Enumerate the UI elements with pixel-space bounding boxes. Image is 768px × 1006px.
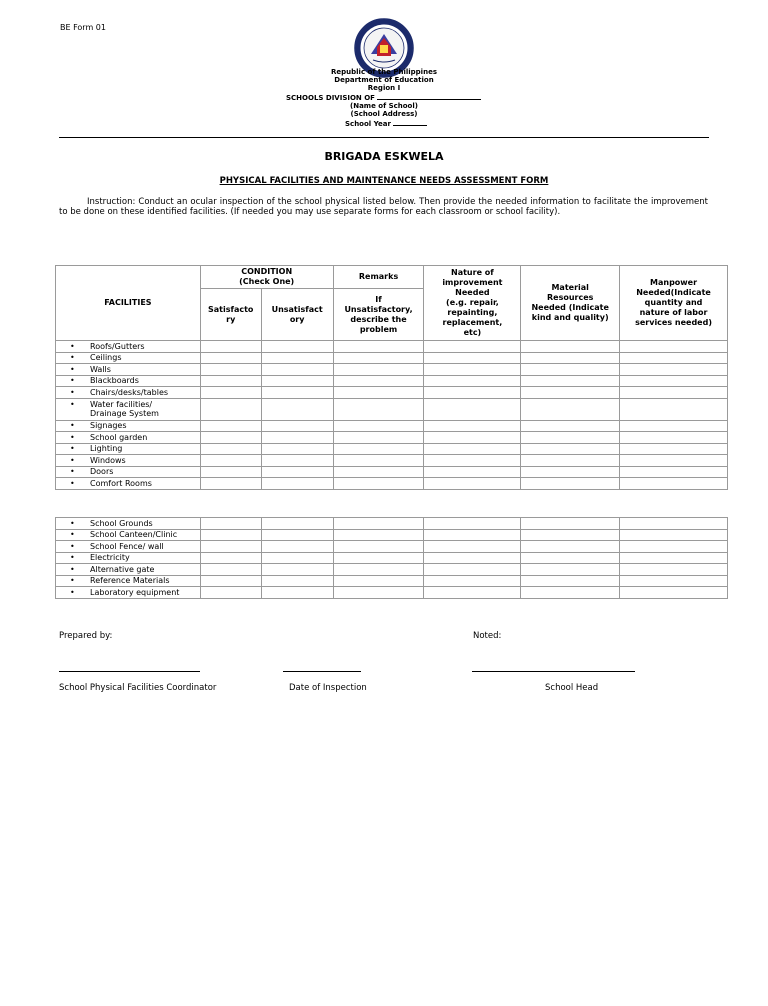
- bullet-icon: •: [70, 478, 75, 488]
- unsatisfactory-cell[interactable]: [261, 529, 333, 541]
- material-cell[interactable]: [521, 575, 620, 587]
- remarks-cell[interactable]: [333, 352, 424, 364]
- nature-cell[interactable]: [424, 552, 521, 564]
- header-manpower-line: nature of labor: [639, 308, 708, 317]
- header-material-line: Resources: [546, 293, 594, 302]
- material-cell[interactable]: [521, 432, 620, 444]
- unsatisfactory-cell[interactable]: [261, 375, 333, 387]
- header-nature: [424, 266, 521, 341]
- header-condition-title: CONDITION: [241, 267, 293, 276]
- header-manpower-line: Needed(Indicate: [636, 288, 711, 297]
- satisfactory-cell[interactable]: [200, 455, 261, 467]
- facility-name: [90, 588, 179, 597]
- head-label: School Head: [545, 683, 599, 693]
- facility-name: [90, 433, 147, 442]
- satisfactory-cell[interactable]: [200, 575, 261, 587]
- bullet-icon: •: [70, 376, 75, 386]
- remarks-cell[interactable]: [333, 518, 424, 530]
- facility-row: [56, 375, 728, 387]
- facility-cell: [56, 443, 201, 455]
- school-year-label: School Year: [345, 120, 391, 128]
- header-region: Region I: [367, 84, 401, 92]
- material-cell[interactable]: [521, 375, 620, 387]
- facility-name: [90, 542, 164, 551]
- material-cell[interactable]: [521, 420, 620, 432]
- facility-row: [56, 455, 728, 467]
- facility-row: [56, 443, 728, 455]
- unsatisfactory-cell[interactable]: [261, 564, 333, 576]
- facility-name-line: Laboratory equipment: [90, 587, 180, 597]
- unsatisfactory-cell[interactable]: [261, 455, 333, 467]
- satisfactory-cell[interactable]: [200, 541, 261, 553]
- header-unsatisfactory: [261, 289, 333, 341]
- unsatisfactory-cell[interactable]: [261, 398, 333, 420]
- facility-name-line: School Fence/ wall: [90, 541, 164, 551]
- nature-cell[interactable]: [424, 420, 521, 432]
- remarks-cell[interactable]: [333, 341, 424, 353]
- bullet-icon: •: [70, 541, 75, 551]
- header-unsatisfactory-line: Unsatisfact: [271, 304, 323, 314]
- facility-row: [56, 420, 728, 432]
- facility-name-line: Blackboards: [90, 376, 139, 386]
- header-manpower-line: Manpower: [650, 278, 698, 287]
- unsatisfactory-cell[interactable]: [261, 541, 333, 553]
- remarks-cell[interactable]: [333, 398, 424, 420]
- facility-name-line: Roofs/Gutters: [90, 341, 145, 351]
- header-nature-line: Needed: [455, 288, 490, 297]
- satisfactory-cell[interactable]: [200, 398, 261, 420]
- facility-row: [56, 398, 728, 420]
- bullet-icon: •: [70, 564, 75, 574]
- material-cell[interactable]: [521, 455, 620, 467]
- manpower-cell[interactable]: [620, 398, 728, 420]
- material-cell[interactable]: [521, 341, 620, 353]
- form-number: BE Form 01: [60, 23, 106, 32]
- header-satisfactory: [200, 289, 261, 341]
- unsatisfactory-cell[interactable]: [261, 575, 333, 587]
- facility-row: [56, 575, 728, 587]
- facility-name-line: Alternative gate: [90, 564, 155, 574]
- manpower-cell[interactable]: [620, 575, 728, 587]
- nature-cell[interactable]: [424, 455, 521, 467]
- facility-name-line: Doors: [90, 467, 114, 477]
- header-material-line: kind and quality): [531, 313, 609, 322]
- facility-name: [90, 565, 154, 574]
- coordinator-label: School Physical Facilities Coordinator: [59, 683, 217, 693]
- facility-cell: [56, 552, 201, 564]
- unsatisfactory-cell[interactable]: [261, 552, 333, 564]
- manpower-cell[interactable]: [620, 466, 728, 478]
- remarks-cell[interactable]: [333, 432, 424, 444]
- satisfactory-cell[interactable]: [200, 364, 261, 376]
- head-signature-line: [472, 671, 635, 672]
- facility-name: [90, 530, 177, 539]
- facility-row: [56, 587, 728, 599]
- facility-cell: [56, 455, 201, 467]
- facility-cell: [56, 564, 201, 576]
- date-label: Date of Inspection: [289, 683, 367, 693]
- nature-cell[interactable]: [424, 587, 521, 599]
- facility-name-line: School garden: [90, 432, 148, 442]
- manpower-cell[interactable]: [620, 455, 728, 467]
- prepared-by-label: Prepared by:: [59, 631, 113, 641]
- manpower-cell[interactable]: [620, 352, 728, 364]
- school-year-field: [345, 119, 427, 128]
- header-satisfactory-line: Satisfacto: [208, 304, 254, 314]
- date-signature-line: [283, 671, 361, 672]
- facility-row: [56, 364, 728, 376]
- bullet-icon: •: [70, 387, 75, 397]
- header-unsatisfactory-line: ory: [289, 314, 305, 324]
- material-cell[interactable]: [521, 541, 620, 553]
- satisfactory-cell[interactable]: [200, 587, 261, 599]
- facility-name: [90, 421, 127, 430]
- bullet-icon: •: [70, 444, 75, 454]
- unsatisfactory-cell[interactable]: [261, 341, 333, 353]
- manpower-cell[interactable]: [620, 432, 728, 444]
- satisfactory-cell[interactable]: [200, 375, 261, 387]
- material-cell[interactable]: [521, 364, 620, 376]
- satisfactory-cell[interactable]: [200, 518, 261, 530]
- facility-row: [56, 564, 728, 576]
- nature-cell[interactable]: [424, 478, 521, 490]
- bullet-icon: •: [70, 518, 75, 528]
- noted-label: Noted:: [473, 631, 502, 641]
- division-blank: [377, 93, 481, 100]
- facility-name: [90, 353, 122, 362]
- nature-cell[interactable]: [424, 466, 521, 478]
- bullet-icon: •: [70, 364, 75, 374]
- header-material: [521, 266, 620, 341]
- facility-name: [90, 456, 126, 465]
- material-cell[interactable]: [521, 478, 620, 490]
- remarks-cell[interactable]: [333, 564, 424, 576]
- facility-row: [56, 541, 728, 553]
- bullet-icon: •: [70, 467, 75, 477]
- facility-cell: [56, 341, 201, 353]
- school-address-label: (School Address): [350, 110, 418, 118]
- unsatisfactory-cell[interactable]: [261, 478, 333, 490]
- manpower-cell[interactable]: [620, 420, 728, 432]
- remarks-cell[interactable]: [333, 575, 424, 587]
- facility-cell: [56, 387, 201, 399]
- unsatisfactory-cell[interactable]: [261, 518, 333, 530]
- facility-name: [90, 400, 159, 418]
- facility-name-line: Drainage System: [90, 409, 159, 418]
- facility-row: [56, 466, 728, 478]
- facility-name: [90, 519, 153, 528]
- remarks-cell[interactable]: [333, 375, 424, 387]
- facility-cell: [56, 518, 201, 530]
- satisfactory-cell[interactable]: [200, 341, 261, 353]
- bullet-icon: •: [70, 432, 75, 442]
- bullet-icon: •: [70, 400, 75, 409]
- manpower-cell[interactable]: [620, 564, 728, 576]
- facility-name: [90, 467, 113, 476]
- facility-name: [90, 342, 145, 351]
- material-cell[interactable]: [521, 466, 620, 478]
- manpower-cell[interactable]: [620, 552, 728, 564]
- nature-cell[interactable]: [424, 518, 521, 530]
- unsatisfactory-cell[interactable]: [261, 387, 333, 399]
- facility-row: [56, 529, 728, 541]
- facility-name: [90, 553, 130, 562]
- header-republic: Republic of the Philippines: [331, 68, 437, 76]
- header-manpower-line: services needed): [635, 318, 712, 327]
- facility-cell: [56, 398, 201, 420]
- bullet-icon: •: [70, 353, 75, 363]
- facility-name-line: Walls: [90, 364, 111, 374]
- nature-cell[interactable]: [424, 575, 521, 587]
- remarks-cell[interactable]: [333, 455, 424, 467]
- manpower-cell[interactable]: [620, 341, 728, 353]
- unsatisfactory-cell[interactable]: [261, 443, 333, 455]
- nature-cell[interactable]: [424, 387, 521, 399]
- nature-cell[interactable]: [424, 375, 521, 387]
- facility-name-line: Lighting: [90, 444, 123, 454]
- school-year-blank: [393, 119, 427, 126]
- remarks-cell[interactable]: [333, 587, 424, 599]
- remarks-cell[interactable]: [333, 541, 424, 553]
- header-nature-line: (e.g. repair,: [446, 298, 499, 307]
- facility-name-line: School Canteen/Clinic: [90, 530, 178, 540]
- unsatisfactory-cell[interactable]: [261, 352, 333, 364]
- facilities-table-2-body: [56, 518, 728, 599]
- unsatisfactory-cell[interactable]: [261, 466, 333, 478]
- facility-name-line: School Grounds: [90, 518, 153, 528]
- header-material-line: Material: [551, 283, 589, 292]
- material-cell[interactable]: [521, 387, 620, 399]
- manpower-cell[interactable]: [620, 387, 728, 399]
- facility-name-line: Signages: [90, 421, 127, 431]
- division-label: SCHOOLS DIVISION OF: [286, 94, 375, 102]
- satisfactory-cell[interactable]: [200, 478, 261, 490]
- material-cell[interactable]: [521, 398, 620, 420]
- manpower-cell[interactable]: [620, 541, 728, 553]
- facility-name: [90, 388, 168, 397]
- manpower-cell[interactable]: [620, 587, 728, 599]
- header-facilities: FACILITIES: [56, 266, 201, 341]
- facility-cell: [56, 575, 201, 587]
- satisfactory-cell[interactable]: [200, 352, 261, 364]
- material-cell[interactable]: [521, 552, 620, 564]
- facility-row: [56, 387, 728, 399]
- satisfactory-cell[interactable]: [200, 564, 261, 576]
- remarks-cell[interactable]: [333, 466, 424, 478]
- facility-name-line: Chairs/desks/tables: [90, 387, 169, 397]
- nature-cell[interactable]: [424, 564, 521, 576]
- satisfactory-cell[interactable]: [200, 466, 261, 478]
- material-cell[interactable]: [521, 352, 620, 364]
- unsatisfactory-cell[interactable]: [261, 420, 333, 432]
- manpower-cell[interactable]: [620, 443, 728, 455]
- nature-cell[interactable]: [424, 341, 521, 353]
- header-remarks-sub: [333, 289, 424, 341]
- bullet-icon: •: [70, 455, 75, 465]
- material-cell[interactable]: [521, 443, 620, 455]
- header-remarks-line: If: [375, 294, 382, 304]
- header-nature-line: repainting,: [447, 308, 498, 317]
- nature-cell[interactable]: [424, 352, 521, 364]
- facilities-table: [55, 265, 728, 490]
- header-material-line: Needed (Indicate: [531, 303, 609, 312]
- header-remarks: Remarks: [333, 266, 424, 289]
- facility-cell: [56, 466, 201, 478]
- facility-name: [90, 376, 139, 385]
- material-cell[interactable]: [521, 587, 620, 599]
- satisfactory-cell[interactable]: [200, 529, 261, 541]
- header-remarks-line: Unsatisfactory,: [344, 304, 413, 314]
- manpower-cell[interactable]: [620, 478, 728, 490]
- material-cell[interactable]: [521, 529, 620, 541]
- facility-name-line: Reference Materials: [90, 576, 170, 586]
- facility-row: [56, 518, 728, 530]
- header-nature-line: replacement,: [442, 318, 503, 327]
- facility-row: [56, 552, 728, 564]
- header-remarks-line: describe the: [350, 314, 407, 324]
- facility-name-line: Ceilings: [90, 353, 122, 363]
- material-cell[interactable]: [521, 518, 620, 530]
- header-divider: [59, 137, 709, 138]
- facility-name-line: Electricity: [90, 553, 130, 563]
- facility-cell: [56, 352, 201, 364]
- remarks-cell[interactable]: [333, 364, 424, 376]
- facility-name: [90, 479, 152, 488]
- facility-cell: [56, 432, 201, 444]
- facility-row: [56, 432, 728, 444]
- manpower-cell[interactable]: [620, 529, 728, 541]
- facility-row: [56, 341, 728, 353]
- facilities-table-2: [55, 517, 728, 599]
- header-manpower: [620, 266, 728, 341]
- facility-cell: [56, 478, 201, 490]
- bullet-icon: •: [70, 553, 75, 563]
- manpower-cell[interactable]: [620, 364, 728, 376]
- satisfactory-cell[interactable]: [200, 420, 261, 432]
- remarks-cell[interactable]: [333, 443, 424, 455]
- coordinator-signature-line: [59, 671, 200, 672]
- facility-cell: [56, 541, 201, 553]
- facility-name: [90, 444, 122, 453]
- header-nature-line: Nature of: [451, 268, 494, 277]
- facility-row: [56, 478, 728, 490]
- remarks-cell[interactable]: [333, 420, 424, 432]
- nature-cell[interactable]: [424, 364, 521, 376]
- form-subtitle: PHYSICAL FACILITIES AND MAINTENANCE NEEDS ASSESSMENT FORM: [219, 176, 549, 186]
- header-condition-sub: (Check One): [239, 277, 295, 286]
- header-satisfactory-line: ry: [226, 314, 236, 324]
- unsatisfactory-cell[interactable]: [261, 364, 333, 376]
- facility-name: [90, 365, 111, 374]
- nature-cell[interactable]: [424, 541, 521, 553]
- header-nature-line: improvement: [442, 278, 503, 287]
- instruction-text: Instruction: Conduct an ocular inspection of the school physical listed below. Then provide the needed information to facilitate the improvement to be done on these identified facilities. (If needed you may use separate forms for each classroom or school facility).: [59, 197, 708, 217]
- bullet-icon: •: [70, 421, 75, 431]
- remarks-cell[interactable]: [333, 387, 424, 399]
- nature-cell[interactable]: [424, 398, 521, 420]
- division-field: [286, 93, 481, 102]
- nature-cell[interactable]: [424, 443, 521, 455]
- facility-cell: [56, 587, 201, 599]
- nature-cell[interactable]: [424, 432, 521, 444]
- facility-cell: [56, 364, 201, 376]
- facility-name-line: Windows: [90, 455, 126, 465]
- manpower-cell[interactable]: [620, 518, 728, 530]
- page-title: BRIGADA ESKWELA: [324, 150, 444, 163]
- bullet-icon: •: [70, 530, 75, 540]
- facility-name-line: Water facilities/: [90, 400, 153, 409]
- nature-cell[interactable]: [424, 529, 521, 541]
- facility-name: [90, 576, 170, 585]
- header-department: Department of Education: [334, 76, 434, 84]
- satisfactory-cell[interactable]: [200, 552, 261, 564]
- remarks-cell[interactable]: [333, 529, 424, 541]
- header-remarks-line: problem: [359, 324, 398, 334]
- school-name-label: (Name of School): [350, 102, 418, 110]
- header-condition: [200, 266, 333, 289]
- bullet-icon: •: [70, 587, 75, 597]
- header-manpower-line: quantity and: [644, 298, 703, 307]
- facility-cell: [56, 375, 201, 387]
- bullet-icon: •: [70, 341, 75, 351]
- remarks-cell[interactable]: [333, 478, 424, 490]
- header-nature-line: etc): [463, 328, 482, 337]
- remarks-cell[interactable]: [333, 552, 424, 564]
- satisfactory-cell[interactable]: [200, 387, 261, 399]
- satisfactory-cell[interactable]: [200, 443, 261, 455]
- bullet-icon: •: [70, 576, 75, 586]
- facilities-table-body: [56, 341, 728, 490]
- facility-cell: [56, 420, 201, 432]
- facility-row: [56, 352, 728, 364]
- material-cell[interactable]: [521, 564, 620, 576]
- manpower-cell[interactable]: [620, 375, 728, 387]
- facility-name-line: Comfort Rooms: [90, 478, 152, 488]
- unsatisfactory-cell[interactable]: [261, 587, 333, 599]
- facility-cell: [56, 529, 201, 541]
- unsatisfactory-cell[interactable]: [261, 432, 333, 444]
- satisfactory-cell[interactable]: [200, 432, 261, 444]
